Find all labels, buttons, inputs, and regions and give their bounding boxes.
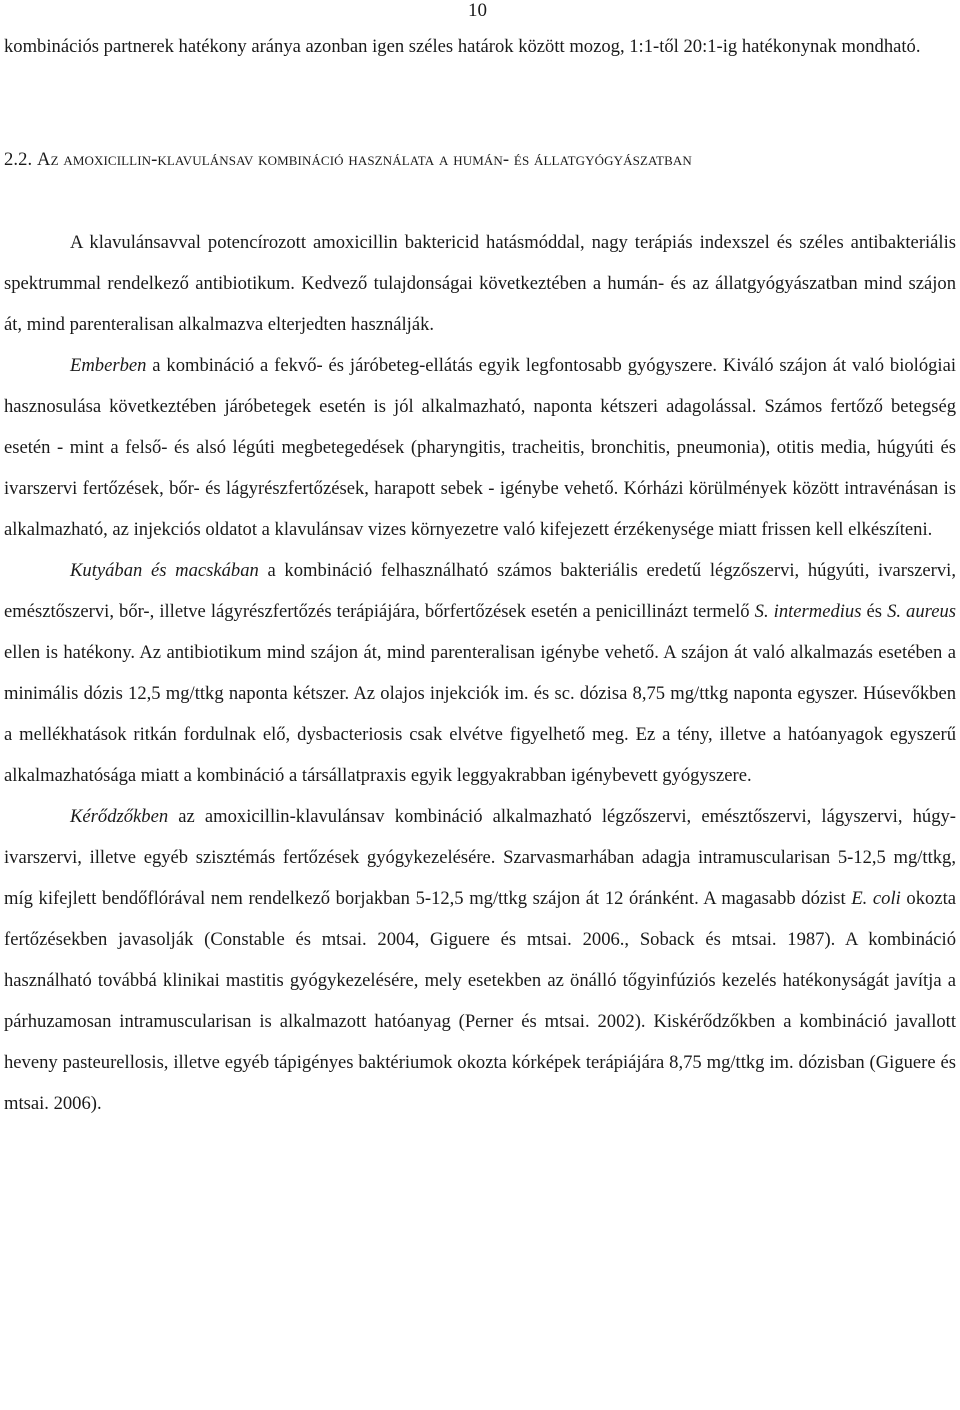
intro-text: kombinációs partnerek hatékony aránya azonban igen széles határok között mozog, 1:1-től 20:1-ig hatékonynak mondható. [4, 36, 921, 57]
paragraph-3-text-c: ellen is hatékony. Az antibiotikum mind szájon át, mind parenteralisan igénybe vehető. A szájon át való alkalmazás esetében a minimális dózis 12,5 mg/ttkg naponta kétszer. Az olajos injekciók im. és sc. dózisa 8,75 mg/ttkg naponta egyszer. Húsevőkben a mellékhatások ritkán fordulnak elő, dysbacteriosis csak elvétve figyelhető meg. Ez a tény, illetve a hatóanyagok egyszerű alkalmazhatósága miatt a kombináció a társállatpraxis egyik leggyakrabban igénybevett gyógyszere. [4, 642, 956, 786]
intro-paragraph [4, 26, 956, 67]
species-s-aureus: S. aureus [887, 601, 956, 622]
paragraph-2 [4, 345, 956, 550]
paragraph-3-text-a: a kombináció felhasználható számos bakteriális eredetű légzőszervi, húgyúti, ivarszervi, emésztőszervi, bőr-, illetve lágyrészfertőzés terápiájára, bőrfertőzések esetén a penicillinázt termelő [4, 560, 956, 622]
section-heading [4, 139, 956, 180]
page-number: 10 [468, 0, 487, 21]
species-s-intermedius: S. intermedius [754, 601, 862, 622]
section-title: Az amoxicillin-klavulánsav kombináció használata a humán- és állatgyógyászatban [37, 149, 692, 170]
species-e-coli: E. coli [851, 888, 901, 909]
paragraph-2-lead: Emberben [70, 355, 147, 376]
paragraph-1: A klavulánsavval potencírozott amoxicillin baktericid hatásmóddal, nagy terápiás indexszel és széles antibakteriális spektrummal rendelkező antibiotikum. Kedvező tulajdonságai következtében a humán- és az állatgyógyászatban mind szájon át, mind parenteralisan alkalmazva elterjedten használják. [4, 232, 956, 335]
paragraph-3-text-b: és [861, 601, 888, 622]
paragraph-3-lead: Kutyában és macskában [70, 560, 259, 581]
section-number: 2.2. [4, 149, 33, 170]
section-heading-line [4, 139, 956, 180]
body-text [4, 222, 956, 1124]
paragraph-4 [4, 796, 956, 1124]
paragraph-4-text-b: okozta fertőzésekben javasolják (Constable és mtsai. 2004, Giguere és mtsai. 2006., Soback és mtsai. 1987). A kombináció használható továbbá klinikai mastitis gyógykezelésére, mely esetekben az önálló tőgyinfúziós kezelés hatékonyságát javítja a párhuzamosan intramuscularisan is alkalmazott hatóanyag (Perner és mtsai. 2002). Kiskérődzőkben a kombináció javallott heveny pasteurellosis, illetve egyéb tápigényes baktériumok okozta kórképek terápiájára 8,75 mg/ttkg im. dózisban (Giguere és mtsai. 2006). [4, 888, 956, 1114]
paragraph-4-text-a: az amoxicillin-klavulánsav kombináció alkalmazható légzőszervi, emésztőszervi, lágyszervi, húgy-ivarszervi, illetve egyéb szisztémás fertőzések gyógykezelésére. Szarvasmarhában adagja intramuscularisan 5-12,5 mg/ttkg, míg kifejlett bendőflórával nem rendelkező borjakban 5-12,5 mg/ttkg szájon át 12 óránként. A magasabb dózist [4, 806, 956, 909]
paragraph-4-lead: Kérődzőkben [70, 806, 169, 827]
paragraph-2-text: a kombináció a fekvő- és járóbeteg-ellátás egyik legfontosabb gyógyszere. Kiváló szájon át való biológiai hasznosulása következtében járóbetegek esetén is jól alkalmazható, naponta kétszeri adagolással. Számos fertőző betegség esetén - mint a felső- és alsó légúti megbetegedések (pharyngitis, tracheitis, bronchitis, pneumonia), otitis media, húgyúti és ivarszervi fertőzések, bőr- és lágyrészfertőzések, harapott sebek - igénybe vehető. Kórházi körülmények között intravénásan is alkalmazható, az injekciós oldatot a klavulánsav vizes környezetre való kifejezett érzékenysége miatt frissen kell elkészíteni. [4, 355, 956, 540]
paragraph-3 [4, 550, 956, 796]
